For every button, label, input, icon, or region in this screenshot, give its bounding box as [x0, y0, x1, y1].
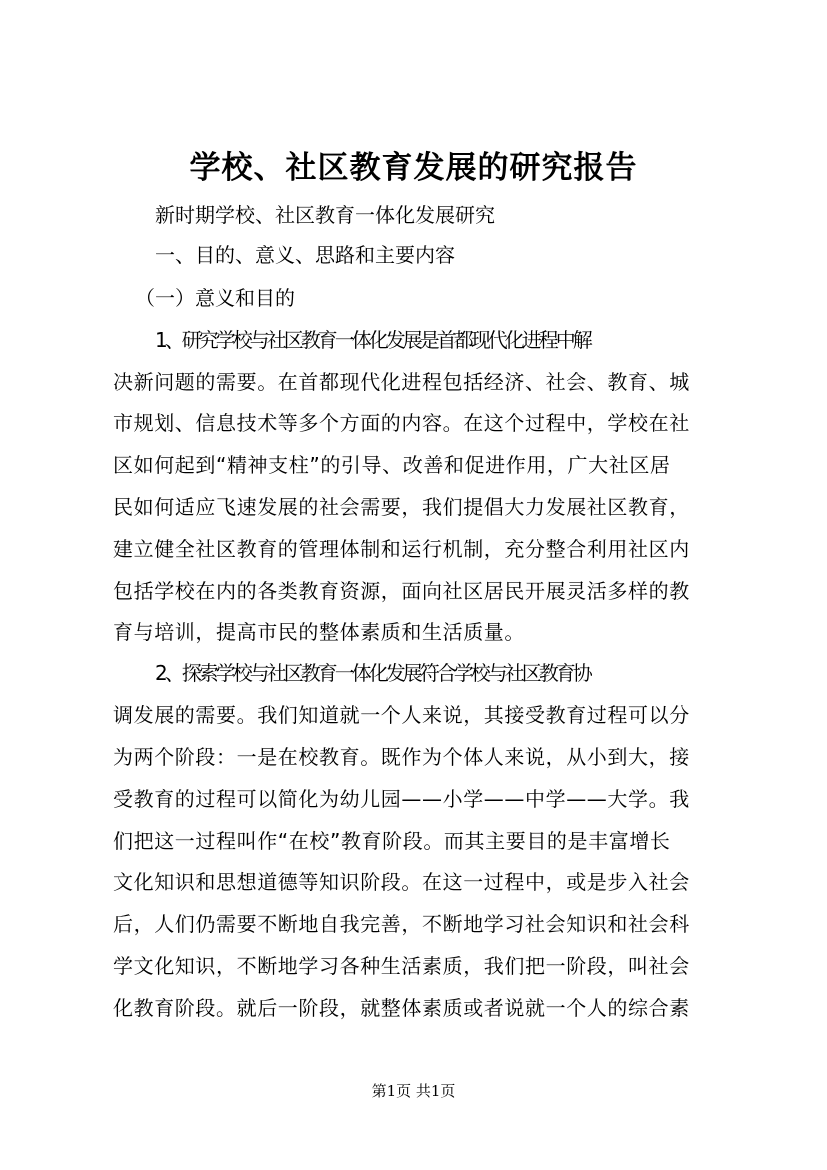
section-heading: 一、目的、意义、思路和主要内容	[155, 243, 455, 267]
paragraph-line: 包括学校在内的各类教育资源，面向社区居民开展灵活多样的教	[113, 579, 690, 603]
document-title: 学校、社区教育发展的研究报告	[189, 150, 638, 186]
paragraph-line: 决新问题的需要。在首都现代化进程包括经济、社会、教育、城	[113, 370, 690, 394]
paragraph-line: 1、研究学校与社区教育一体化发展是首都现代化进程中解	[155, 328, 590, 352]
paragraph-line: 受教育的过程可以简化为幼儿园——小学——中学——大学。我	[113, 787, 690, 811]
paragraph-line: 们把这一过程叫作“在校”教育阶段。而其主要目的是丰富增长	[113, 829, 671, 853]
paragraph-line: 育与培训，提高市民的整体素质和生活质量。	[113, 620, 525, 644]
paragraph-line: 化教育阶段。就后一阶段，就整体素质或者说就一个人的综合素	[113, 996, 690, 1020]
paragraph-line: 建立健全社区教育的管理体制和运行机制，充分整合利用社区内	[113, 537, 690, 561]
paragraph-line: 文化知识和思想道德等知识阶段。在这一过程中，或是步入社会	[113, 870, 690, 894]
subsection-heading: （一）意义和目的	[135, 286, 295, 310]
paragraph-line: 学文化知识，不断地学习各种生活素质，我们把一阶段，叫社会	[113, 954, 690, 978]
paragraph-line: 后，人们仍需要不断地自我完善，不断地学习社会知识和社会科	[113, 912, 690, 936]
paragraph-line: 区如何起到“精神支柱”的引导、改善和促进作用，广大社区居	[113, 453, 671, 477]
document-subtitle: 新时期学校、社区教育一体化发展研究	[155, 203, 495, 227]
paragraph-line: 2、探索学校与社区教育一体化发展符合学校与社区教育协	[155, 661, 590, 685]
paragraph-line: 为两个阶段：一是在校教育。既作为个体人来说，从小到大，接	[113, 745, 690, 769]
page-footer: 第1页 共1页	[371, 1082, 456, 1100]
paragraph-line: 调发展的需要。我们知道就一个人来说，其接受教育过程可以分	[113, 703, 690, 727]
paragraph-line: 民如何适应飞速发展的社会需要，我们提倡大力发展社区教育，	[113, 495, 690, 519]
paragraph-line: 市规划、信息技术等多个方面的内容。在这个过程中，学校在社	[113, 411, 690, 435]
